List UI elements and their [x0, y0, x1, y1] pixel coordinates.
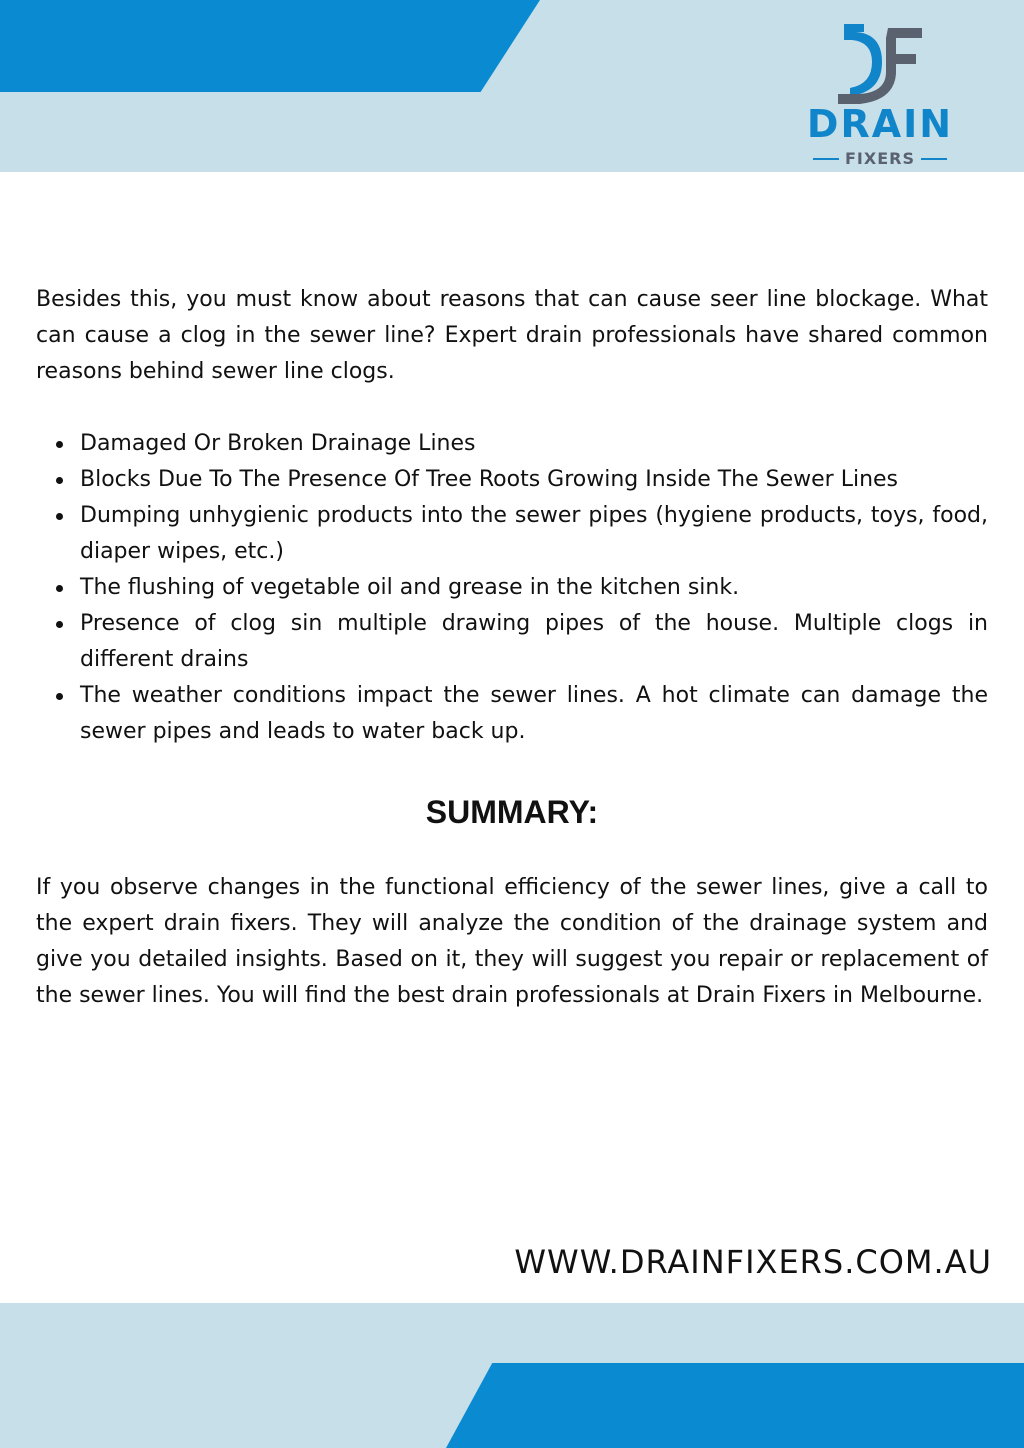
footer-accent-stripe: [446, 1363, 1024, 1448]
list-item-text: Damaged Or Broken Drainage Lines: [80, 431, 476, 456]
list-item-text: Blocks Due To The Presence Of Tree Roots Growing Inside The Sewer Lines: [80, 467, 899, 492]
main-content: [36, 282, 988, 1014]
website-link[interactable]: WWW.DRAINFIXERS.COM.AU: [514, 1243, 992, 1281]
bullet-icon: [56, 441, 63, 448]
bullet-icon: [56, 585, 63, 592]
bullet-icon: [56, 477, 63, 484]
bullet-icon: [56, 693, 63, 700]
intro-paragraph: Besides this, you must know about reasons that can cause seer line blockage. What can cause a clog in the sewer line? Expert drain professionals have shared common reasons behind sewer line clogs.: [36, 287, 988, 384]
list-item-text: Dumping unhygienic products into the sewer pipes (hygiene products, toys, food, diaper wipes, etc.): [80, 503, 988, 564]
logo-subtitle: [800, 150, 960, 168]
bullet-icon: [56, 513, 63, 520]
bullet-icon: [56, 621, 63, 628]
list-item: [36, 426, 988, 462]
list-item: [36, 462, 988, 498]
logo-rule-right: [921, 158, 947, 160]
logo-wordmark: DRAIN: [806, 102, 954, 146]
logo-subtitle-text: FIXERS: [845, 149, 915, 168]
cause-list: [36, 426, 988, 750]
list-item-text: Presence of clog sin multiple drawing pipes of the house. Multiple clogs in different drains: [80, 611, 988, 672]
pipe-logo-icon: [830, 18, 930, 110]
drain-fixers-logo: [800, 14, 960, 168]
logo-rule-left: [813, 158, 839, 160]
list-item: [36, 606, 988, 678]
list-item-text: The weather conditions impact the sewer lines. A hot climate can damage the sewer pipes and leads to water back up.: [80, 683, 988, 744]
list-item: [36, 498, 988, 570]
list-item: [36, 678, 988, 750]
list-item: [36, 570, 988, 606]
header-accent-stripe: [0, 0, 540, 92]
summary-paragraph: If you observe changes in the functional efficiency of the sewer lines, give a call to the expert drain fixers. They will analyze the condition of the drainage system and give you detailed insights. Based on it, they will suggest you repair or replacement of the sewer lines. You will find the best drain professionals at Drain Fixers in Melbourne.: [36, 875, 988, 1008]
summary-heading: SUMMARY:: [425, 794, 599, 830]
list-item-text: The flushing of vegetable oil and grease in the kitchen sink.: [80, 575, 740, 600]
